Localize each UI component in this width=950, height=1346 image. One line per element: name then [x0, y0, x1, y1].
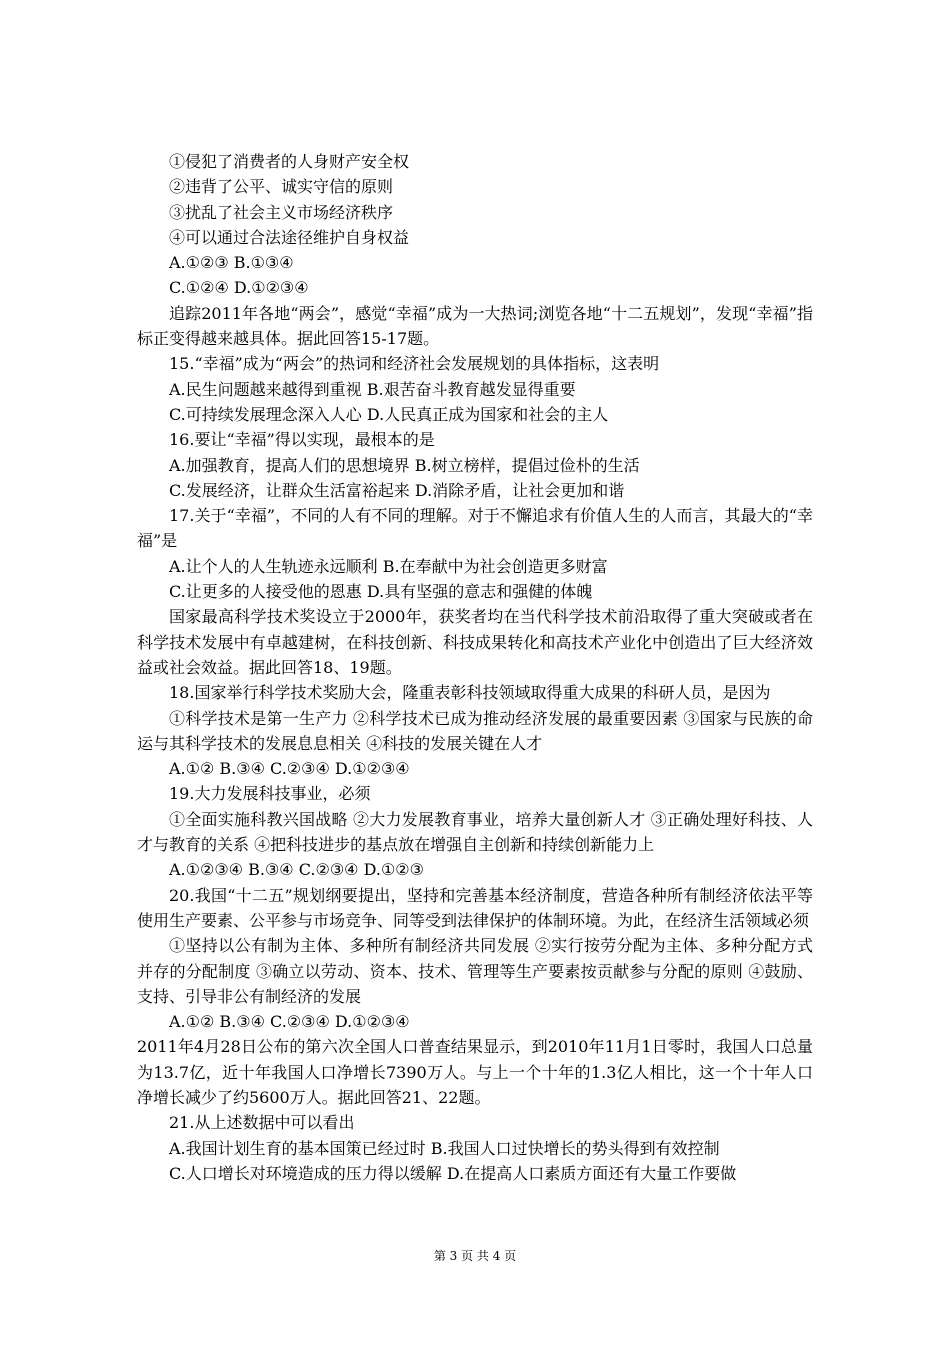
answer-choices: A.民生问题越来越得到重视 B.艰苦奋斗教育越发显得重要 — [169, 379, 576, 399]
option-line: ③扰乱了社会主义市场经济秩序 — [169, 202, 394, 222]
question-18: 18.国家举行科学技术奖励大会，隆重表彰科技领域取得重大成果的科研人员，是因为 — [169, 683, 771, 703]
option-statements: ①全面实施科教兴国战略 ②大力发展教育事业，培养大量创新人才 ③正确处理好科技、人才与教育的关系 ④把科技进步的基点放在增强自主创新和持续创新能力上 — [137, 809, 813, 855]
option-statements: ①坚持以公有制为主体、多种所有制经济共同发展 ②实行按劳分配为主体、多种分配方式并存的分配制度 ③确立以劳动、资本、技术、管理等生产要素按贡献参与分配的原则 ④鼓励、支持、引导非公有制经济的发展 — [137, 936, 813, 1006]
answer-choices: C.可持续发展理念深入人心 D.人民真正成为国家和社会的主人 — [169, 404, 609, 424]
page-body — [137, 149, 813, 1186]
question-15: 15.“幸福”成为“两会”的热词和经济社会发展规划的具体指标，这表明 — [169, 354, 660, 374]
page-number-footer: 第 3 页 共 4 页 — [433, 1249, 517, 1263]
answer-choices: C.①②④ D.①②③④ — [169, 278, 309, 298]
answer-choices: A.①② B.③④ C.②③④ D.①②③④ — [169, 759, 410, 779]
material-passage: 追踪2011年各地“两会”，感觉“幸福”成为一大热词;浏览各地“十二五规划”，发现“幸福”指标正变得越来越具体。据此回答15-17题。 — [137, 303, 813, 349]
option-line: ②违背了公平、诚实守信的原则 — [169, 177, 394, 197]
answer-choices: A.①②③ B.①③④ — [169, 253, 294, 273]
answer-choices: C.让更多的人接受他的恩惠 D.具有坚强的意志和强健的体魄 — [169, 582, 593, 602]
answer-choices: C.人口增长对环境造成的压力得以缓解 D.在提高人口素质方面还有大量工作要做 — [169, 1163, 737, 1183]
question-21: 21.从上述数据中可以看出 — [169, 1113, 355, 1133]
answer-choices: A.让个人的人生轨迹永远顺利 B.在奉献中为社会创造更多财富 — [169, 556, 608, 576]
question-17: 17.关于“幸福”，不同的人有不同的理解。对于不懈追求有价值人生的人而言，其最大的“幸福”是 — [137, 506, 813, 551]
material-passage: 国家最高科学技术奖设立于2000年，获奖者均在当代科学技术前沿取得了重大突破或者在科学技术发展中有卓越建树，在科技创新、科技成果转化和高技术产业化中创造出了巨大经济效益或社会效益。据此回答18、19题。 — [137, 607, 813, 677]
answer-choices: A.①② B.③④ C.②③④ D.①②③④ — [169, 1012, 410, 1032]
answer-choices: A.加强教育，提高人们的思想境界 B.树立榜样，提倡过俭朴的生活 — [169, 455, 640, 475]
option-line: ④可以通过合法途径维护自身权益 — [169, 227, 410, 247]
answer-choices: C.发展经济，让群众生活富裕起来 D.消除矛盾，让社会更加和谐 — [169, 480, 625, 500]
question-16: 16.要让“幸福”得以实现，最根本的是 — [169, 430, 435, 450]
option-line: ①侵犯了消费者的人身财产安全权 — [169, 152, 410, 171]
material-passage: 2011年4月28日公布的第六次全国人口普查结果显示，到2010年11月1日零时，我国人口总量为13.7亿，近十年我国人口净增长7390万人。与上一个十年的1.3亿人相比，这一个十年人口净增长减少了约5600万人。据此回答21、22题。 — [137, 1037, 813, 1107]
question-19: 19.大力发展科技事业，必须 — [169, 784, 371, 804]
answer-choices: A.我国计划生育的基本国策已经过时 B.我国人口过快增长的势头得到有效控制 — [169, 1138, 720, 1158]
option-statements: ①科学技术是第一生产力 ②科学技术已成为推动经济发展的最重要因素 ③国家与民族的命运与其科学技术的发展息息相关 ④科技的发展关键在人才 — [137, 708, 813, 753]
answer-choices: A.①②③④ B.③④ C.②③④ D.①②③ — [169, 860, 424, 880]
question-20: 20.我国“十二五”规划纲要提出，坚持和完善基本经济制度，营造各种所有制经济依法平等使用生产要素、公平参与市场竞争、同等受到法律保护的体制环境。为此，在经济生活领域必须 — [137, 885, 813, 930]
